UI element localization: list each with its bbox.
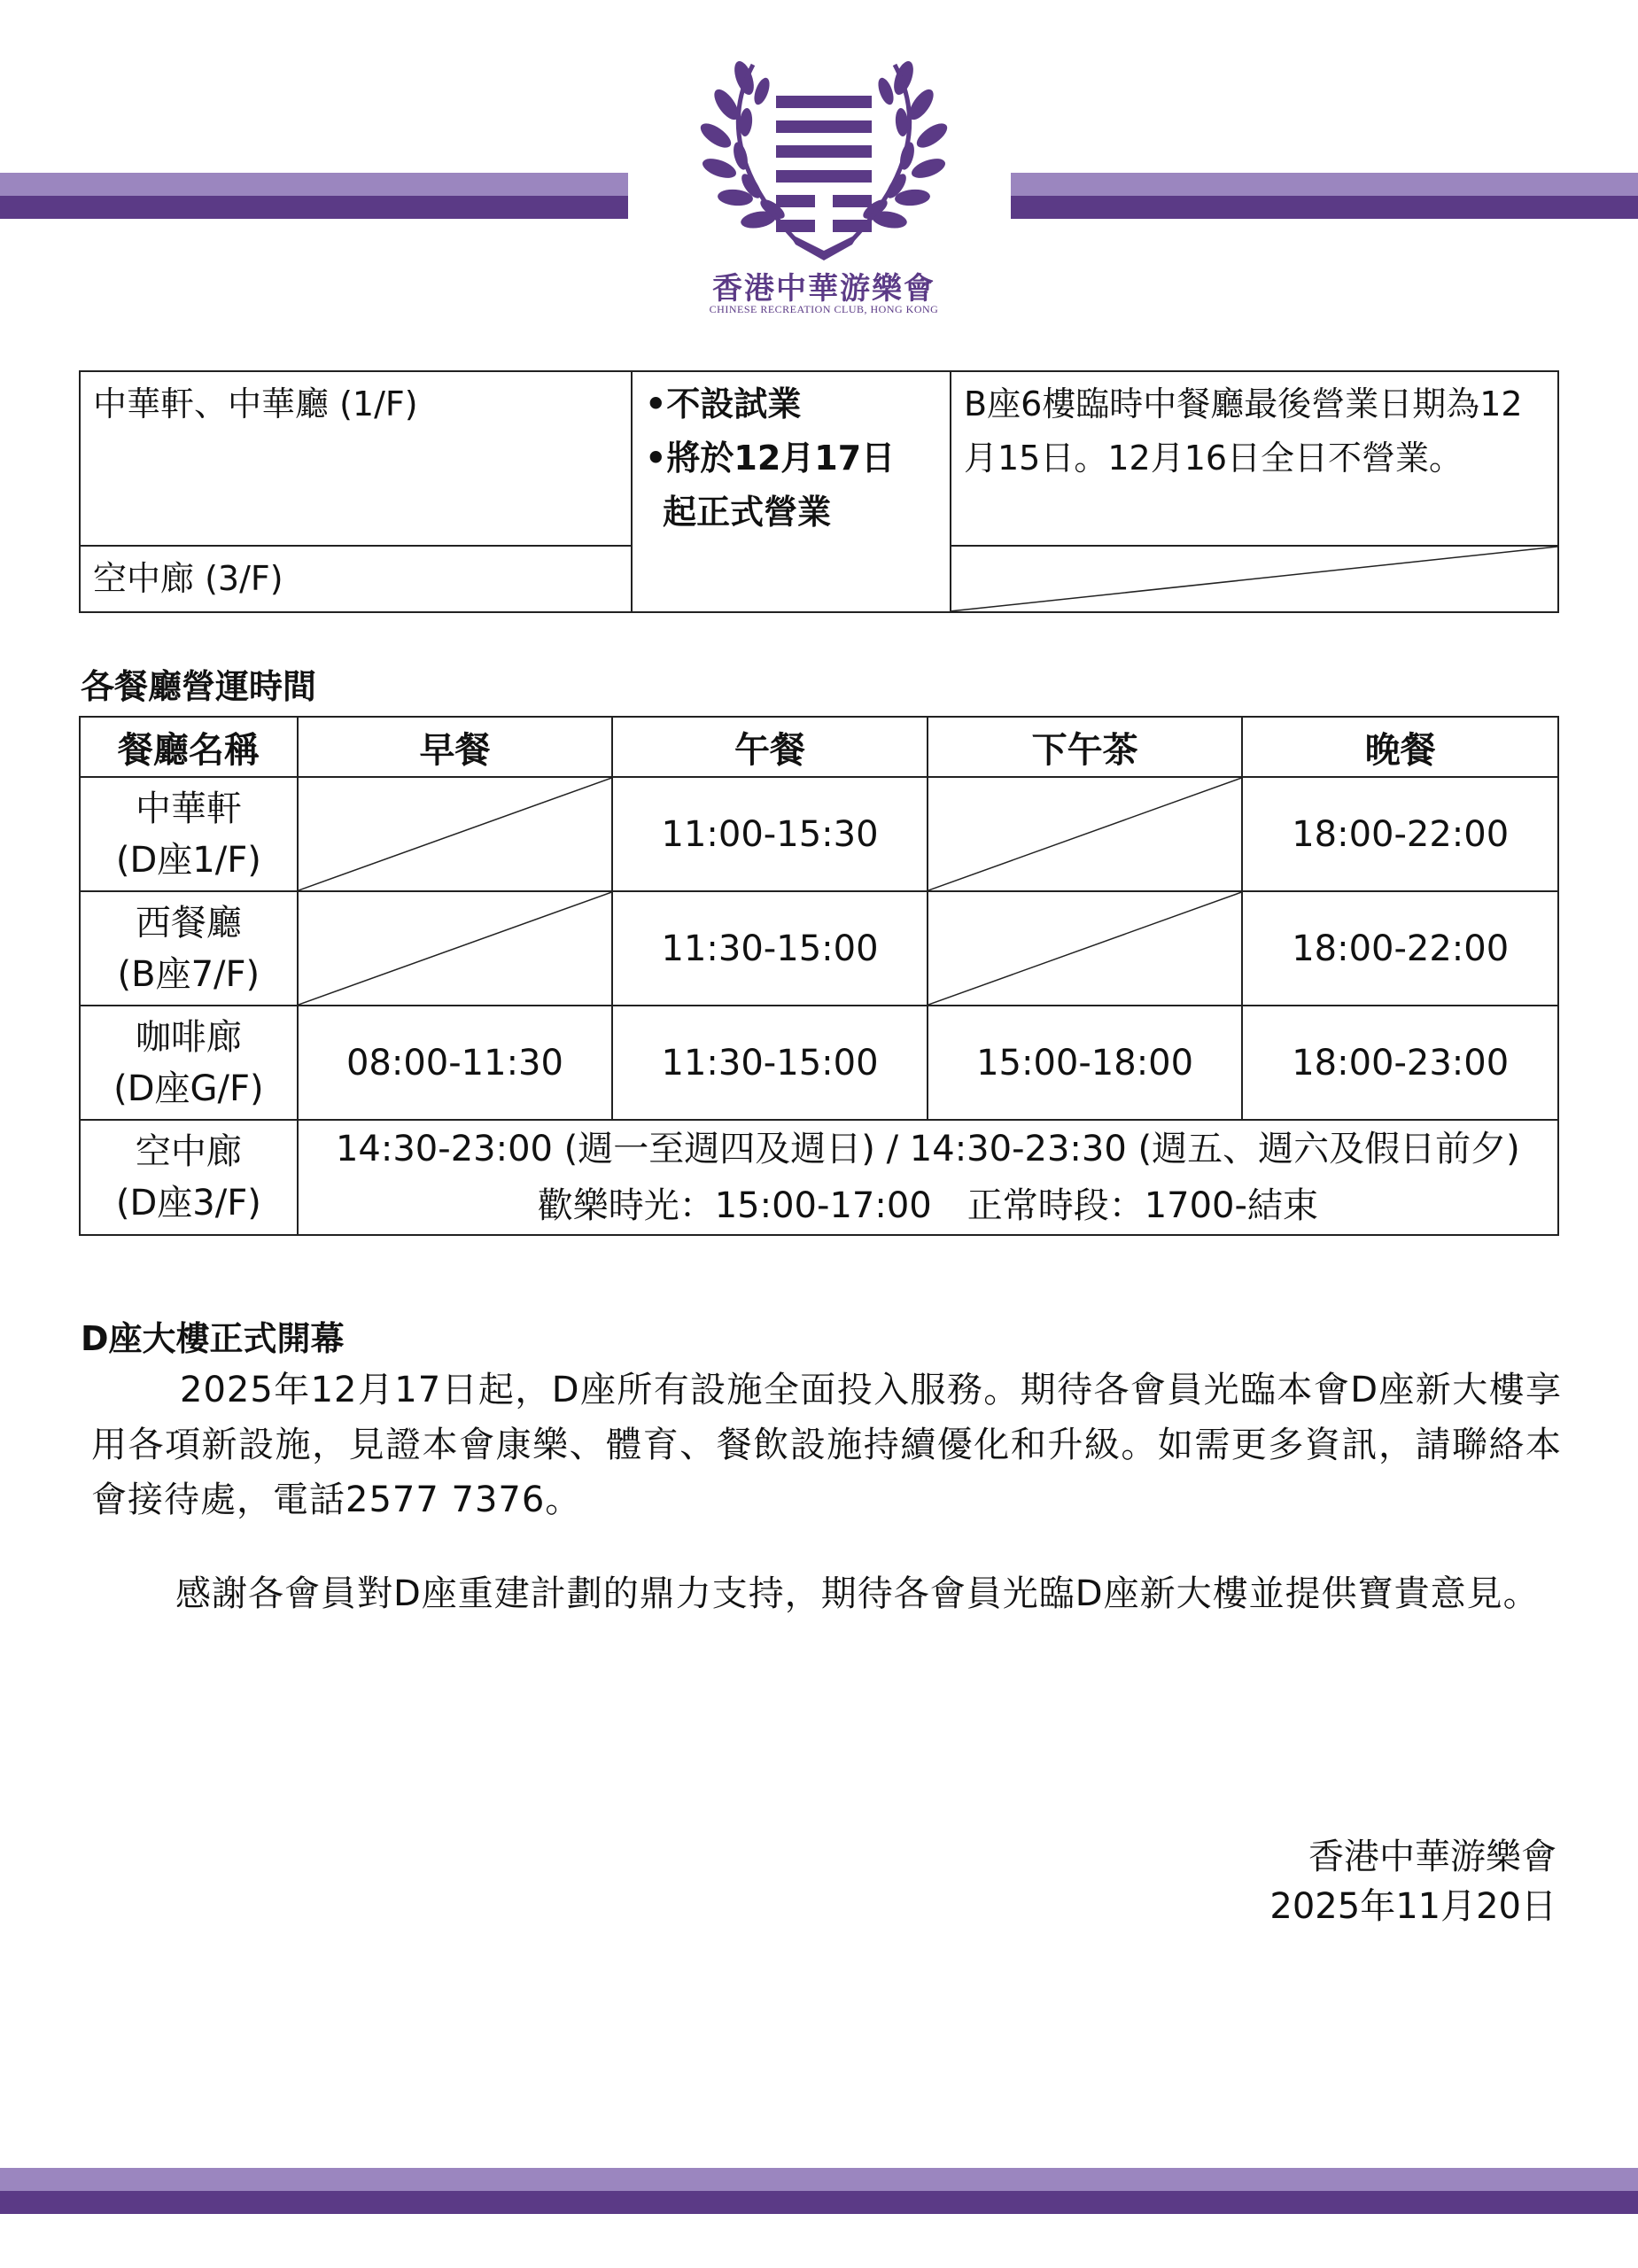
footer-band (0, 2191, 1638, 2214)
hours-table (79, 716, 1559, 1236)
signoff-date: 2025年11月20日 (1269, 1886, 1556, 1927)
tea-hours: 15:00-18:00 (928, 1006, 1243, 1120)
bullet-opening-date-cont: 起正式營業 (663, 492, 832, 532)
empty-slash-cell (951, 546, 1558, 612)
lunch-hours: 11:30-15:00 (612, 1006, 928, 1120)
restaurant-name-text: 西餐廳 (135, 902, 242, 944)
sky-corridor-hours (298, 1120, 1558, 1235)
notice-paragraph-2: 感謝各會員對D座重建計劃的鼎力支持，期待各會員光臨D座新大樓並提供寶貴意見。 (175, 1573, 1540, 1614)
lunch-hours: 11:00-15:30 (612, 777, 928, 891)
breakfast-na (298, 891, 613, 1006)
notice-title: D座大樓正式開幕 (81, 1319, 345, 1358)
club-name-chinese: 香港中華游樂會 (712, 271, 935, 307)
table-row (80, 1120, 1558, 1235)
restaurant-name-text: 中華軒 (135, 788, 242, 829)
dinner-hours: 18:00-22:00 (1242, 777, 1558, 891)
tea-na (928, 891, 1243, 1006)
laurel-emblem-icon (700, 51, 948, 264)
bullet-no-trial: •不設試業 (645, 384, 802, 423)
header-tea: 下午茶 (928, 717, 1243, 777)
header-restaurant: 餐廳名稱 (80, 717, 298, 777)
header-dinner: 晚餐 (1242, 717, 1558, 777)
restaurant-name (80, 1006, 298, 1120)
breakfast-hours: 08:00-11:30 (298, 1006, 613, 1120)
lunch-hours: 11:30-15:00 (612, 891, 928, 1006)
table-row (80, 1006, 1558, 1120)
restaurant-location: (D座3/F) (115, 1183, 261, 1223)
header-lunch: 午餐 (612, 717, 928, 777)
signoff-org: 香港中華游樂會 (1308, 1837, 1556, 1877)
temporary-restaurant-note: B座6樓臨時中餐廳最後營業日期為12月15日。12月16日全日不營業。 (951, 371, 1558, 546)
sky-hours-line2: 歡樂時光：15:00-17:00 正常時段：1700-結束 (537, 1185, 1318, 1226)
club-logo (700, 51, 948, 317)
trigram-icon (776, 96, 872, 232)
dinner-hours: 18:00-22:00 (1242, 891, 1558, 1006)
venue-chinese-hall: 中華軒、中華廳 (1/F) (80, 371, 632, 546)
restaurant-name-text: 空中廊 (135, 1131, 242, 1172)
restaurant-name-text: 咖啡廊 (135, 1016, 242, 1058)
tea-na (928, 777, 1243, 891)
restaurant-location: (B座7/F) (117, 953, 260, 995)
bullet-opening-date: •將於12月17日 (645, 438, 896, 478)
table-row (80, 891, 1558, 1006)
table-row (80, 777, 1558, 891)
restaurant-name (80, 891, 298, 1006)
venue-sky-corridor: 空中廊 (3/F) (80, 546, 632, 612)
opening-table (79, 370, 1559, 613)
header-band-left (0, 196, 628, 219)
header-breakfast: 早餐 (298, 717, 613, 777)
restaurant-name (80, 1120, 298, 1235)
club-name-english: CHINESE RECREATION CLUB, HONG KONG (709, 303, 939, 315)
breakfast-na (298, 777, 613, 891)
restaurant-location: (D座G/F) (113, 1068, 264, 1109)
sky-hours-line1: 14:30-23:00 (週一至週四及週日) / 14:30-23:30 (週五、週六及假日前夕) (335, 1129, 1520, 1169)
header-band-right (1011, 196, 1638, 219)
hours-section-title: 各餐廳營運時間 (81, 667, 317, 706)
signoff (1269, 1832, 1556, 1931)
restaurant-name (80, 777, 298, 891)
notice-paragraph-1: 2025年12月17日起，D座所有設施全面投入服務。期待各會員光臨本會D座新大樓享用各項新設施，見證本會康樂、體育、餐飲設施持續優化和升級。如需更多資訊，請聯絡本會接待處，電話2577 7376。 (91, 1370, 1562, 1520)
opening-status (632, 371, 951, 612)
restaurant-location: (D座1/F) (115, 839, 261, 881)
dinner-hours: 18:00-23:00 (1242, 1006, 1558, 1120)
